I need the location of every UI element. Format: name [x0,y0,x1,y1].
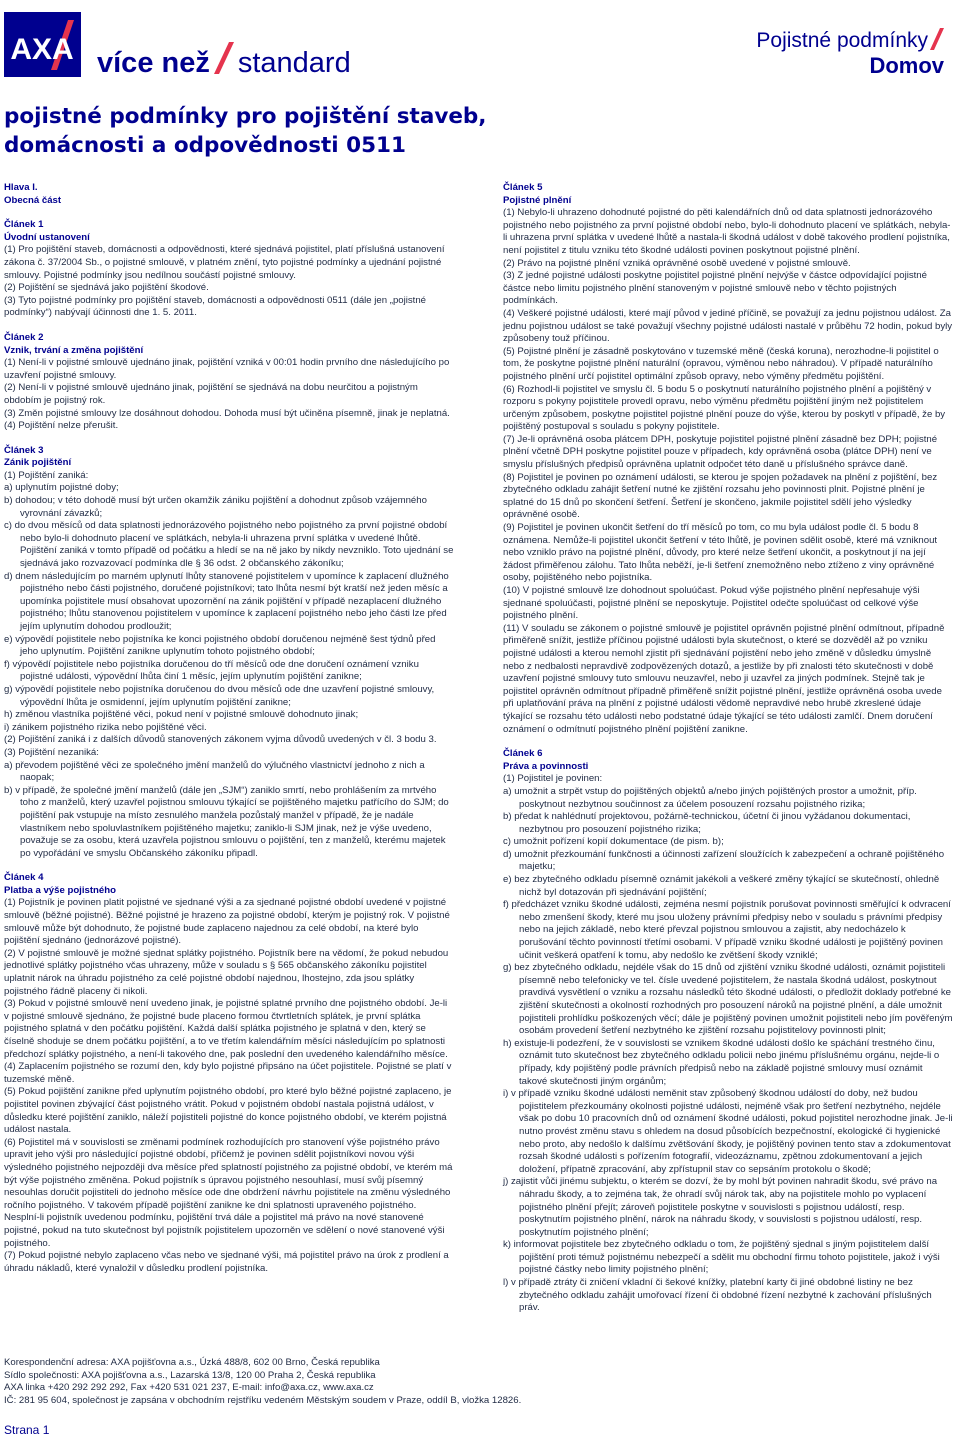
paragraph: (4) Pojištění nelze přerušit. [4,420,119,432]
tagline-part-a: více než [97,47,210,79]
list-item: e) bez zbytečného odkladu písemně oznámit jakékoli a veškeré změny týkající se skutečností, ohledně nichž byl dotazován při sjednávání pojištění; [503,874,940,898]
tagline-part-b: standard [237,47,351,79]
slash-mark [214,42,234,74]
paragraph: (3) Změn pojistné smlouvy lze dosáhnout dohodou. Dohoda musí být učiněna písemně, jinak je neplatná. [4,407,450,419]
article-4-title: Článek 4 [4,872,44,884]
list-item: b) v případě, že společné jmění manželů (dále jen „SJM“) zaniklo smrtí, nebo prohlášením za mrtvého toho z manželů, který uzavřel pojistnou smlouvu týkající se pojištěného majetku patřícího do SJM; do pojištění pak vstupuje na místo zesnulého manžela pozůstalý manžel v případě, že je nadále vlastníkem nebo spoluvlastníkem pojištěného majetku; zaniklo-li SJM jinak, než je výše uvedeno, považuje se za osobu, která uzavřela pojistnou smlouvu o pojištění, ten z manželů, kterému majetek po vypořádání ve smyslu Občanského zákoníku připadl. [4,784,449,859]
paragraph: (1) Pro pojištění staveb, domácnosti a odpovědnosti, které sjednává pojistitel, platí příslušná ustanovení zákona č. 37/2004 Sb., o pojistné smlouvě, v platném znění, tyto pojistné podmínky a ujednání pojistné smlouvy. Pojistné podmínky jsou nedílnou součástí pojistné smlouvy. [4,244,445,281]
right-column [503,182,953,1315]
left-column [4,182,454,1275]
paragraph: (7) Pokud pojistné nebylo zaplaceno včas nebo ve sjednané výši, má pojistitel právo na úrok z prodlení a úhradu nákladů, které vynaložil v důsledku prodlení pojistníka. [4,1250,449,1274]
footer-contacts: AXA linka +420 292 292 292, Fax +420 531 021 237, E-mail: info@axa.cz, www.axa.cz [4,1382,374,1394]
list-item: d) umožnit přezkoumání funkčnosti a účinnosti zařízení sloužících k zabezpečení a ochraně pojištěného majetku; [503,848,945,873]
footer-correspondence-address: Korespondenční adresa: AXA pojišťovna a.s., Úzká 488/8, 602 00 Brno, Česká republika [4,1357,380,1368]
list-item: a) převodem pojištěné věci ze společného jmění manželů do výlučného vlastnictví jednoho z nich a naopak; [4,759,425,784]
paragraph: (1) Pojistitel je povinen: [503,773,603,785]
article-2-title: Článek 2 [4,331,44,343]
footer-registered-office: Sídlo společnosti: AXA pojišťovna a.s., Lazarská 13/8, 120 00 Praha 2, Česká republika [4,1369,376,1381]
paragraph: (3) Tyto pojistné podmínky pro pojištění staveb, domácnosti a odpovědnosti 0511 (dále jen „pojistné podmínky“) nabývají účinnosti dne 1. 5. 2011. [4,294,427,319]
article-6-title: Článek 6 [503,748,543,760]
paragraph: (1) Pojištění zaniká: [4,469,89,481]
paragraph: (7) Je-li oprávněná osoba plátcem DPH, poskytuje pojistitel pojistné plnění zásadně bez DPH; pojistné plnění včetně DPH poskytne pojistitel pouze v případech, kdy oprávněná osoba (plátce DPH) není ve smyslu příslušných předpisů oprávněna uplatnit odpočet této daně u příslušného správce daně. [503,433,938,471]
page-number: Strana 1 [4,1423,50,1437]
paragraph: (6) Rozhodl-li pojistitel ve smyslu čl. 5 bodu 5 o poskytnutí naturálního pojistného plnění a pojištěný v rozporu s pokyny pojistitele provedl opravu, nebo výměnu předmětu pojištění jiným než pojistitelem určeným způsobem, poskytne pojistitel pojistné plnění pouze do výše, kterou by poskytl v případě, že by pojištěný postupoval s souladu s pokyny pojistitele. [503,383,946,433]
list-item: d) dnem následujícím po marném uplynutí lhůty stanovené pojistitelem v upomínce k zaplacení dlužného pojistného nebo části pojistného, doručené pojistníkovi; tato lhůta nesmí být kratší než jeden měsíc a upomínka pojistitele musí obsahovat upozornění na zánik pojištění v případě nezaplacení dlužného pojistného; lhůtu stanovenou pojistitelem v upomínce k zaplacení pojistného nebo jeho části lze před jejím uplynutím dohodou prodloužit; [4,570,449,632]
article-1-subtitle: Úvodní ustanovení [4,231,90,243]
paragraph: (1) Pojistník je povinen platit pojistné ve sjednané výši a za sjednané pojistné období uvedené v pojistné smlouvě (běžné pojistné). Běžné pojistné je hrazeno za pojistné období, kterým je pojistný rok. V pojistné smlouvě může být dohodnuto, že pojistné bude zaplaceno najednou za celé období, na které bylo pojištění sjednáno (jednorázové pojistné). [4,897,450,947]
list-item: k) informovat pojistitele bez zbytečného odkladu o tom, že pojištěný sjednal s jiným pojistitelem další pojištění proti témuž pojistnému nebezpečí a sdělit mu obchodní firmu tohoto pojistitele, jakož i výši pojistné částky nebo limity pojistného plnění; [503,1239,940,1276]
list-item: b) předat k nahlédnutí projektovou, požárně-technickou, účetní či jinou vyžádanou dokumentaci, nezbytnou pro posouzení pojistného rizika; [503,811,911,835]
list-item: a) uplynutím pojistné doby; [4,482,119,494]
list-item: f) výpovědí pojistitele nebo pojistníka doručenou do tří měsíců ode dne doručení oznámení vzniku pojistné události, výpovědní lhůta činí 1 měsíc, jejím uplynutím pojištění zanikne; [4,658,419,683]
paragraph: (9) Pojistitel je povinen ukončit šetření do tří měsíců po tom, co mu byla událost podle čl. 5 bodu 8 oznámena. Nemůže-li pojistitel ukončit šetření v této lhůtě, je povinen sdělit osobě, které má vzniknout nebo vzniklo právo na pojistné plnění, důvody, pro které nelze šetření ukončit, a poskytnout jí na její žádost přiměřenou zálohu. Tato lhůta neběží, je-li šetření znemožněno nebo ztíženo z viny oprávněné osoby, pojištěného nebo pojistníka. [503,522,938,584]
article-3-subtitle: Zánik pojištění [4,457,72,469]
list-item: j) zajistit vůči jinému subjektu, o kterém se dozví, že by mohl být povinen nahradit škodu, své právo na náhradu škody, a to zejména tak, že ohradí svůj nárok tak, aby na pojistitele mohlo po vyplacení pojistného plnění přejít; zároveň pojistitele poskytne v souvislosti s pojistnou událostí, resp. poskytnutím pojistného plnění, nárok na náhradu škody, v souvislosti s pojistnou událostí, resp. poskytnutím pojistného plnění; [503,1176,938,1238]
paragraph: (2) Právo na pojistné plnění vzniká oprávněné osobě uvedené v pojistné smlouvě. [503,257,851,269]
paragraph: (5) Pojistné plnění je zásadně poskytováno v tuzemské měně (česká koruna), nerozhodne-li pojistitel o tom, že poskytne pojistné plnění naturální (opravou, výměnou nebo náhradou). V případě naturálního pojistného plnění určí pojistitel optimální způsob opravy, nebo výměny předmětu pojištění. [503,345,939,382]
doc-type-label: Pojistné podmínky [756,29,928,52]
footer [4,1357,521,1407]
paragraph: (3) Z jedné pojistné události poskytne pojistitel pojistné plnění nejvýše v částce odpovídající pojistné částce nebo limitu pojistného plnění stanoveným v pojistné smlouvě nebo v těchto pojistných podmínkách. [503,270,927,307]
article-6-subtitle: Práva a povinnosti [503,760,589,772]
paragraph: (2) Pojištění se sjednává jako pojištění škodové. [4,282,209,294]
paragraph: (8) Pojistitel je povinen po oznámení události, se kterou je spojen požadavek na plnění z pojištění, bez zbytečného odkladu zahájit šetření nutné ke zjištění rozsahu jeho povinnosti plnit. Pojistné plnění je splatné do 15 dnů po skončení šetření. Šetření je skončeno, jakmile pojistitel sdělí jeho výsledky oprávněné osobě. [503,471,938,521]
footer-registration: IČ: 281 95 604, společnost je zapsána v obchodním rejstříku vedeném Městským soudem v Praze, oddíl B, vložka 12826. [4,1394,522,1406]
paragraph: (10) V pojistné smlouvě lze dohodnout spoluúčast. Pokud výše pojistného plnění nepřesahuje výši sjednané spoluúčasti, pojistné plnění se neposkytuje. Pojistitel odečte spoluúčast od celkové výše pojistného plnění. [503,585,920,622]
part-subheading: Obecná část [4,194,62,206]
article-4-subtitle: Platba a výše pojistného [4,884,116,896]
article-2-subtitle: Vznik, trvání a změna pojištění [4,344,144,356]
part-heading: Hlava I. [4,182,38,193]
list-item: c) umožnit pořízení kopií dokumentace (de pism. b); [503,836,724,848]
article-5-subtitle: Pojistné plnění [503,194,572,206]
article-1-title: Článek 1 [4,219,44,231]
list-item: g) bez zbytečného odkladu, nejdéle však do 15 dnů od zjištění vzniku škodné události, oznámit pojistiteli písemně nebo telefonicky ve tel. čísle uvedené pojistitelem, že nastala škodná událost, poskytnout pravdivá vysvětlení o vzniku a rozsahu následků této škodné události, o předložit doklady potřebné ke zjištění skutečnosti a okolností rozhodných pro posouzení nároků na pojistné plnění, a dále umožnit pojistiteli prohlídku poškozených věcí; dále je pojištěný povinen umožnit pojistiteli nebo jím pověřeným osobám provedení šetření nezbytného ke zjištění rozsahu pojistitelovy povinnosti plnit; [503,962,953,1037]
list-item: f) předcházet vzniku škodné události, zejména nesmí pojistník porušovat povinnosti směřující k odvracení nebo zmenšení škody, které mu jsou uloženy právními předpisy nebo v souladu s právními předpisy nebo na jejich základě, nebo které převzal pojistnou smlouvou a zajistit, aby nedocházelo k porušování těchto povinností třetími osobami. V případě vzniku škodné události je pojištěný povinen učinit veškerá opatření k tomu, aby nedošlo ke zvětšení škody vzniklé; [503,899,951,961]
title-line-1: pojistné podmínky pro pojištění staveb, [4,104,487,129]
list-item: i) v případě vzniku škodné události neměnit stav způsobený škodnou událostí do doby, než budou pojistitelem přezkoumány okolnosti pojistné události, nejméně však pro šetření nezbytného, nejdéle však po dobu 10 pracovních dnů od oznámení škodné události, pokud pojistitel nerozhodne jinak. Je-li nutno provést změnu stavu s ohledem na dosud působících bezpečnostní, ekologické či hygienické nebo proto, aby nedošlo k dalšímu zvětšování škody, je pojištěný povinen tento stav a zdokumentovat rozsah škodné události s pořízením fotografií, videozáznamu, zpětnou zdokumentovaní a jejich doložení, přípatně zpracování, aby zpřístupnil stav co sepsáním protokolu o škodě; [503,1088,953,1175]
list-item: b) dohodou; v této dohodě musí být určen okamžik zániku pojištění a dohodnut způsob vzájemného vyrovnání závazků; [4,495,427,519]
paragraph: (2) Pojištění zaniká i z dalších důvodů stanovených zákonem vyjma důvodů uvedených v čl. 3 bodu 3. [4,734,437,746]
list-item: c) do dvou měsíců od data splatnosti jednorázového pojistného nebo pojistného za první pojistné období nebo bylo-li dohodnuto placení ve splátkách, nebyla-li uhrazena první splátka v uvedené lhůtě. Pojištění zaniká v tomto případě od počátku a hledí se na ně jako by nikdy nevzniklo. Toto ujednání se sjednává jako rozvazovací podmínka dle § 36 odst. 2 občanského zákoníku; [4,520,454,570]
paragraph: (6) Pojistitel má v souvislosti se změnami podmínek rozhodujících pro stanovení výše pojistného právo upravit jeho výši pro následující pojistné období, přičemž je povinen sdělit pojistníkovi novou výši výsledného pojistného nejpozději dva měsíce před splatností pojistného za pojistné období, ve kterém má být výše pojistného změněna. Pokud pojistník s úpravou pojistného nesouhlasí, musí svůj písemný nesouhlas doručit pojistiteli do jednoho měsíce ode dne obdržení návrhu pojistitele na změnu výsledného ročního pojistného. V takovém případě pojištění zanikne ke dni splatnosti upraveného pojistného. Nesplní-li pojistník uvedenou podmínku, pojištění trvá dále a pojistitel má právo na nové stanovené pojistné, pokud na tuto skutečnost byl pojistník pojistitelem upozorněn ve sdělení o nové stanovené výši pojistného. [4,1136,453,1249]
paragraph: (4) Veškeré pojistné události, které mají původ v jediné příčině, se považují za jednu pojistnou událost. Za jednu pojistnou událost se také považují všechny pojistné události nastalé v průběhu 72 hodin, pokud byly způsobeny touž příčinou. [503,307,953,345]
list-item: i) zánikem pojistného rizika nebo pojištěné věci. [4,721,207,733]
paragraph: (5) Pokud pojištění zanikne před uplynutím pojistného období, pro které bylo běžné pojistné zaplaceno, je pojistitel povinen zbývající část pojistného vrátit. Pokud v pojistném období nastala pojistná událost, v důsledku které pojištění zaniklo, náleží pojistiteli pojistné do konce pojistného období, ve kterém pojistná událost nastala. [4,1086,452,1136]
article-5-title: Článek 5 [503,182,543,193]
list-item: g) výpovědí pojistitele nebo pojistníka doručenou do dvou měsíců ode dne uzavření pojistné smlouvy, výpovědní lhůta je osmidenní, jejím uplynutím pojištění zanikne; [4,683,435,708]
axa-logo [4,12,81,77]
slash-mark-small [928,29,944,52]
document-title [4,102,624,160]
list-item: a) umožnit a strpět vstup do pojištěných objektů a/nebo jiných pojištěných prostor a umožnit, příp. poskytnout nezbytnou součinnost za účelem posouzení rozsahu pojistného rizika; [503,785,917,810]
paragraph: (11) V souladu se zákonem o pojistné smlouvě je pojistitel oprávněn pojistné plnění odmítnout, případně přiměřeně snížit, jestliže příčinou pojistné události byla skutečnost, o které se dozvěděl až po vzniku pojistné události a kterou nemohl zjistit při sjednávání pojistění nebo jeho změně v důsledku úmyslně nebo z nedbalosti nepravdivě zodpovězených dotazů, a jestliže by při znalosti této skutečnosti v době uzavření pojistné smlouvy tuto smlouvu neuzavřel, nebo ji uzavřel za jiných podmínek. Stejně tak je pojistitel oprávněn odmítnout případně přiměřeně snížit pojistné plnění, jestliže oprávněná osoba uvede při uplatňování práva na plnění z pojistné události vědomě nepravdivé nebo hrubě zkreslené údaje týkající se rozsahu této události nebo podstatné údaje týkající se této události zamlčí. Dnem doručení oznámení o odmítnutí pojistného plnění pojištění zanikne. [503,622,945,735]
paragraph: (1) Není-li v pojistné smlouvě ujednáno jinak, pojištění vzniká v 00:01 hodin prvního dne následujícího po uzavření pojistné smlouvy. [4,357,450,381]
paragraph: (4) Zaplacením pojistného se rozumí den, kdy bylo pojistné připsáno na účet pojistitele. Pojistné se platí v tuzemské měně. [4,1061,452,1085]
paragraph: (3) Pojištění nezaniká: [4,746,99,758]
tagline [97,40,351,78]
doc-subtype: Domov [869,53,944,78]
logo-text: AXA [10,33,74,66]
article-3-title: Článek 3 [4,444,44,456]
document-type [756,28,944,79]
paragraph: (2) V pojistné smlouvě je možné sjednat splátky pojistného. Pojistník bere na vědomí, že pokud nebudou jednotlivé splátky pojistného včas uhrazeny, může v souladu s § 565 občanského zákoníku pojistitel uplatnit nárok na úhradu pojistného za celé pojistné období najednou, lhostejno, zda jsou splátky pojistného řádně placeny či nikoli. [4,947,449,997]
list-item: e) výpovědí pojistitele nebo pojistníka ke konci pojistného období doručenou nejméně šest týdnů před jeho uplynutím. Pojištění zanikne uplynutím tohoto pojistného období; [4,633,436,658]
list-item: l) v případě ztráty či zničení vkladní či šekové knížky, platební karty či jiné obdobné listiny ne bez zbytečného odkladu zahájit umořovací řízení či obdobné řízení nezbytné k zachování příslušných práv. [503,1277,932,1314]
paragraph: (1) Nebylo-li uhrazeno dohodnuté pojistné do pěti kalendářních dnů od data splatnosti jednorázového pojistného nebo pojistného za první pojistné období nebo, bylo-li dohodnuto placení ve splátkách, nebyla-li uhrazena první splátka v uvedené lhůtě a nastala-li škodná událost v době takového prodlení pojistníka, není pojistitel z titulu vzniku této škodné události povinen poskytnout pojistné plnění. [503,207,951,256]
paragraph: (2) Není-li v pojistné smlouvě ujednáno jinak, pojištění se sjednává na dobu neurčitou a pojistným obdobím je pojistný rok. [4,382,418,406]
list-item: h) změnou vlastníka pojištěné věci, pokud není v pojistné smlouvě dohodnuto jinak; [4,709,359,721]
list-item: h) existuje-li podezření, že v souvislosti se vznikem škodné události došlo ke spáchání trestného činu, oznámit tuto skutečnost bez zbytečného odkladu policii nebo jinému příslušnému orgánu, nejde-li o případy, kdy pojištěný podle právních předpisů nebo na základě pojistné smlouvy musí oznámit takové skutečnosti jiným orgánům; [503,1037,940,1087]
title-line-2: domácnosti a odpovědnosti 0511 [4,133,406,158]
paragraph: (3) Pokud v pojistné smlouvě není uvedeno jinak, je pojistné splatné prvního dne pojistného období. Je-li v pojistné smlouvě sjednáno, že pojistné bude placeno formou čtvrtletních splátek, je první splátka pojistného splatná v den počátku pojištění. Každá další splátka pojistného je splatná v den, který se číselně shoduje se dnem počátku pojištění, a to ve třetím kalendářním měsíci následujícím po splatnosti předchozí splátky pojistného, a není-li takového dne, pak poslední den uvedeného kalendářního měsíce. [4,998,448,1060]
